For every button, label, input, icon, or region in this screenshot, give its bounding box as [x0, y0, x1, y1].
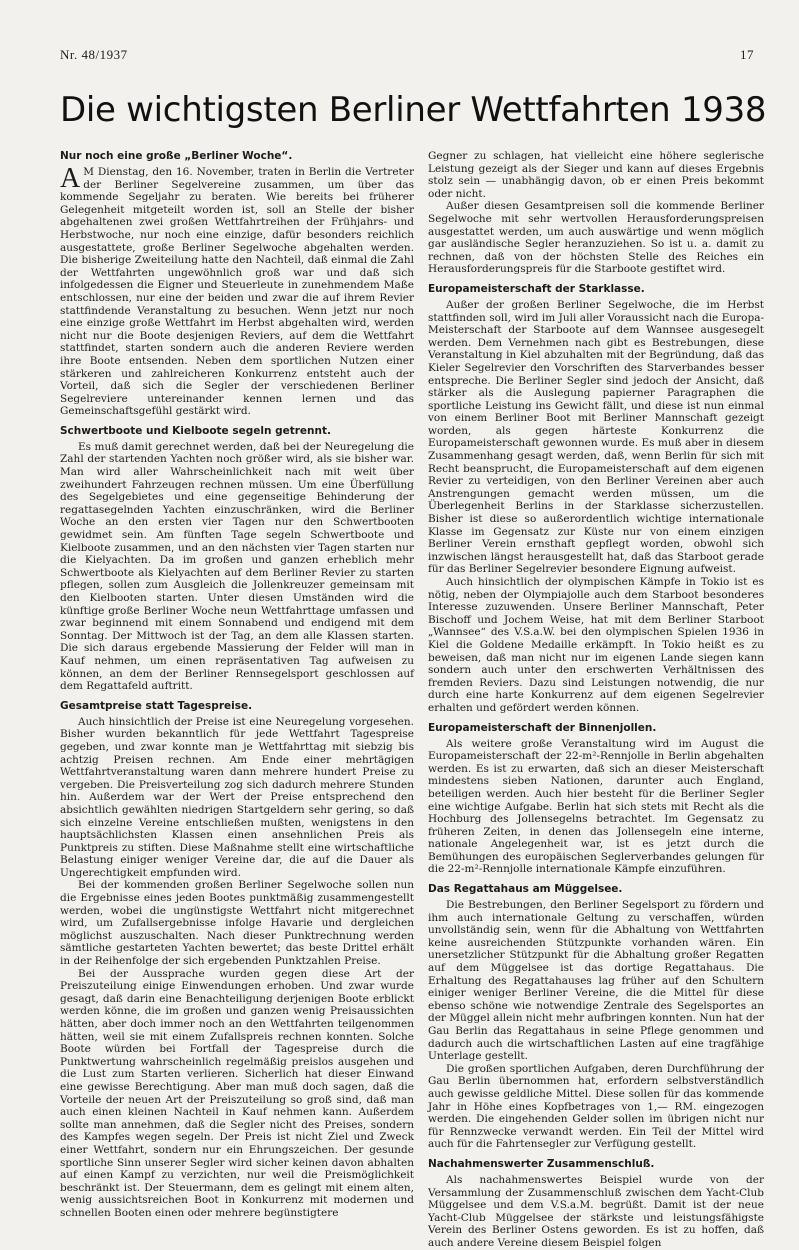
paragraph: Außer der großen Berliner Segelwoche, die im Herbst stattfinden soll, wird im Juli aller Voraussicht nach die Europa-Meisterschaft der Starboote auf dem Wannsee ausgesegelt werden. Dem Vernehmen nach gibt es Bestrebungen, diese Veranstaltung in Kiel abzuhalten mit der Begründung, daß das Kieler Segelrevier den Vorschriften des Starverbandes besser entspreche. Die Berliner Segler sind jedoch der Ansicht, daß stärker als die Auslegung papierner Paragraphen die sportliche Leistung ins Gewicht fällt, und diese ist nun einmal von einem Berliner Boot mit Berliner Mannschaft gezeigt worden, als gegen härteste Konkurrenz die Europameisterschaft gewonnen wurde. Es muß aber in diesem Zusammenhang gesagt werden, daß, wenn Berlin für sich mit Recht beansprucht, die Europameisterschaft auf dem eigenen Revier zu verteidigen, von den Berliner Vereinen aber auch Anstrengungen gemacht werden müssen, um die Überlegenheit Berlins in der Starklasse sicherzustellen. Bisher ist diese so außerordentlich wichtige internationale Klasse im Gegensatz zur Küste nur von einem einzigen Berliner Verein ernsthaft gepflegt worden, obwohl sich inzwischen längst herausgestellt hat, daß das Starboot gerade für das Berliner Segelrevier besondere Eignung aufweist.: [428, 298, 764, 576]
drop-cap: A: [60, 163, 81, 194]
paragraph: Außer diesen Gesamtpreisen soll die kommende Berliner Segelwoche mit sehr wertvollen Herausforderungspreisen ausgestattet werden, um auch auswärtige und wenn möglich gar ausländische Segler heranzuziehen. So ist u. a. damit zu rechnen, daß von der höchsten Stelle des Reiches ein Herausforderungspreis für die Starboote gestiftet wird.: [428, 200, 764, 276]
paragraph: Es muß damit gerechnet werden, daß bei der Neuregelung die Zahl der startenden Yachten noch größer wird, als sie bisher war. Man wird aller Wahrscheinlichkeit nach mit weit über zweihundert Fahrzeugen rechnen müssen. Um eine Überfüllung des Segelgebietes und eine gegenseitige Behinderung der regattasegelnden Yachten einzuschränken, wird die Berliner Woche an den ersten vier Tagen nur den Schwertbooten gewidmet sein. Am fünften Tage segeln Schwertboote und Kielboote zusammen, und an den nächsten vier Tagen starten nur die Kielyachten. Da im großen und ganzen erheblich mehr Schwertboote als Kielyachten auf dem Berliner Revier zu starten pflegen, sollen zum Ausgleich die Jollenkreuzer gemeinsam mit den Kielbooten starten. Unter diesen Umständen wird die künftige große Berliner Woche neun Wettfahrttage umfassen und zwar beginnend mit einem Sonnabend und endigend mit dem Sonntag. Der Mittwoch ist der Tag, an dem alle Klassen starten. Die sich daraus ergebende Massierung der Felder will man in Kauf nehmen, um einen repräsentativen Tag aufweisen zu können, an dem der Berliner Rennsegelsport geschlossen auf dem Regattafeld auftritt.: [60, 440, 414, 693]
section-heading-starklasse: Europameisterschaft der Starklasse.: [428, 282, 645, 295]
paragraph: Auch hinsichtlich der Preise ist eine Neuregelung vorgesehen. Bisher wurden bekanntlich für jede Wettfahrt Tagespreise gegeben, und zwar konnte man je Wettfahrttag mit siebzig bis achtzig Preisen rechnen. Am Ende einer mehrtägigen Wettfahrtveranstaltung waren dann mehrere hundert Preise zu vergeben. Die Preisverteilung zog sich dadurch mehrere Stunden hin. Außerdem war der Wert der Preise entsprechend den absichtlich gewählten niedrigen Startgeldern sehr gering, so daß sich einzelne Vereine entschließen mußten, wenigstens in den hauptsächlichsten Klassen einen ansehnlichen Preis als Punktpreis zu stiften. Diese Maßnahme stellt eine wirtschaftliche Belastung einiger weniger Vereine dar, die auf die Dauer als Ungerechtigkeit empfunden wird.: [60, 715, 414, 879]
paragraph: [60, 163, 414, 418]
section-heading-schwertboote: Schwertboote und Kielboote segeln getrennt.: [60, 424, 331, 437]
paragraph: Gegner zu schlagen, hat vielleicht eine höhere seglerische Leistung gezeigt als der Sieger und kann auf dieses Ergebnis stolz sein — unabhängig davon, ob er einen Preis bekommt oder nicht.: [428, 150, 764, 200]
issue-label: Nr. 48/1937: [60, 47, 128, 62]
section-heading-berliner-woche: Nur noch eine große „Berliner Woche“.: [60, 150, 293, 162]
paragraph: Bei der kommenden großen Berliner Segelwoche sollen nun die Ergebnisse eines jeden Bootes punktmäßig zusammengestellt werden, wobei die ungünstigste Wettfahrt nicht mitgerechnet wird, um Zufallsergebnisse infolge Havarie und dergleichen möglichst auszuschalten. Nach dieser Punktrechnung werden sämtliche gestarteten Yachten bewertet; das beste Drittel erhält in der Reihenfolge der sich ergebenden Punktzahlen Preise.: [60, 879, 414, 968]
section-heading-zusammenschluss: Nachahmenswerter Zusammenschluß.: [428, 1157, 655, 1170]
paragraph: Auch hinsichtlich der olympischen Kämpfe in Tokio ist es nötig, neben der Olympiajolle auch dem Starboot besonderes Interesse zuzuwenden. Unsere Berliner Mannschaft, Peter Bischoff und Jochem Weise, hat mit dem Berliner Starboot „Wannsee“ des V.S.a.W. bei den olympischen Spielen 1936 in Kiel die Goldene Medaille erkämpft. In Tokio heißt es zu beweisen, daß man nicht nur im eigenen Lande siegen kann sondern auch unter den erschwerten Verhältnissen des fremden Reviers. Dazu sind Leistungen notwendig, die nur durch eine harte Konkurrenz auf dem eigenen Segelrevier erhalten und gefördert werden können.: [428, 576, 764, 714]
paragraph: Die Bestrebungen, den Berliner Segelsport zu fördern und ihm auch internationale Geltung zu verschaffen, würden unvollständig sein, wenn für die Abhaltung von Wettfahrten keine ausreichenden Stützpunkte vorhanden wären. Ein unersetzlicher Stützpunkt für die Abhaltung großer Regatten auf dem Müggelsee ist das dortige Regattahaus. Die Erhaltung des Regattahauses lag früher auf den Schultern einiger weniger Berliner Vereine, die die Mittel für diese ebenso schöne wie notwendige Zentrale des Segelsportes an der Müggel allein nicht mehr aufbringen konnten. Nun hat der Gau Berlin das Regattahaus in seine Pflege genommen und dadurch auch die wirtschaftlichen Lasten auf eine tragfähige Unterlage gestellt.: [428, 899, 764, 1063]
paragraph: Bei der Aussprache wurden gegen diese Art der Preiszuteilung einige Einwendungen erhoben. Und zwar wurde gesagt, daß darin eine Benachteiligung derjenigen Boote erblickt werden könne, die im großen und ganzen wenig Preisaussichten hätten, aber doch immer noch an den Wettfahrten teilgenommen hätten, weil sie mit einem Zufallspreis rechnen konnten. Solche Boote würden bei Fortfall der Tagespreise durch die Punktwertung wahrscheinlich regelmäßig preislos ausgehen und die Lust zum Starten verlieren. Sicherlich hat dieser Einwand eine gewisse Berechtigung. Aber man muß doch sagen, daß die Vorteile der neuen Art der Preiszuteilung so groß sind, daß man auch einen kleinen Nachteil in Kauf nehmen kann. Außerdem sollte man annehmen, daß die Segler nicht des Preises, sondern des Kampfes wegen segeln. Der Preis ist nicht Ziel und Zweck einer Wettfahrt, sondern nur ein Ehrungszeichen. Der gesunde sportliche Sinn unserer Segler wird sicher keinen davon abhalten auf einen Kampf zu verzichten, nur weil die Preismöglichkeit beschränkt ist. Der Steuermann, dem es gelingt mit einem alten, wenig aussichtsreichen Boot in Konkurrenz mit modernen und schnellen Booten einen oder mehrere begünstigtere: [60, 967, 414, 1219]
paragraph: Als nachahmenswertes Beispiel wurde von der Versammlung der Zusammenschluß zwischen dem Yacht-Club Müggelsee und dem V.S.a.M. begrüßt. Damit ist der neue Yacht-Club Müggelsee der stärkste und leistungsfähigste Verein des Berliner Ostens geworden. Es ist zu hoffen, daß auch andere Vereine diesem Beispiel folgen: [428, 1173, 764, 1249]
article-headline: Die wichtigsten Berliner Wettfahrten 1938: [60, 90, 767, 130]
paragraph: Die großen sportlichen Aufgaben, deren Durchführung der Gau Berlin übernommen hat, erfordern selbstverständlich auch gewisse geldliche Mittel. Diese sollen für das kommende Jahr in Höhe eines Kopfbetrages von 1,— RM. eingezogen werden. Die eingehenden Gelder sollen im übrigen nicht nur für Rennzwecke verwandt werden. Ein Teil der Mittel wird auch für die Fahrtensegler zur Verfügung gestellt.: [428, 1062, 764, 1151]
right-column: [428, 150, 764, 1249]
paragraph: Als weitere große Veranstaltung wird im August die Europameisterschaft der 22-m²-Rennjolle in Berlin abgehalten werden. Es ist zu erwarten, daß sich an dieser Meisterschaft mindestens sieben Nationen, darunter auch England, beteiligen werden. Auch hier besteht für die Berliner Segler eine wichtige Aufgabe. Berlin hat sich stets mit Recht als die Hochburg des Jollensegelns betrachtet. Im Gegensatz zu früheren Zeiten, in denen das Jollensegeln eine interne, nationale Angelegenheit war, ist es jetzt durch die Bemühungen des europäischen Seglerverbandes gelungen für die 22-m²-Rennjolle internationale Kämpfe einzuführen.: [428, 737, 764, 876]
section-heading-regattahaus: Das Regattahaus am Müggelsee.: [428, 883, 623, 896]
paragraph-text: M Dienstag, den 16. November, traten in Berlin die Vertreter der Berliner Segelvereine zusammen, um über das kommende Segeljahr zu beraten. Wie bereits bei früherer Gelegenheit mitgeteilt worden ist, soll an Stelle der bisher abgehaltenen zwei großen Wettfahrtreihen der Frühjahrs- und Herbstwoche, nur noch eine einzige, dafür besonders reichlich ausgestattete, große Berliner Segelwoche abgehalten werden. Die bisherige Zweiteilung hatte den Nachteil, daß einmal die Zahl der Wettfahrten ungewöhnlich groß war und daß sich infolgedessen die Eigner und Steuerleute in zunehmendem Maße entschlossen, nur eine der beiden und zwar die auf ihrem Revier stattfindende Veranstaltung zu besuchen. Wenn jetzt nur noch eine einzige große Wettfahrt im Herbst abgehalten wird, werden nicht nur die Boote desjenigen Reviers, auf dem die Wettfahrt stattfindet, starten sondern auch die anderen Reviere werden ihre Boote entsenden. Neben dem sportlichen Nutzen einer stärkeren und zahlreicheren Konkurrenz entsteht auch der Vorteil, daß sich die Segler der verschiedenen Berliner Segelreviere untereinander kennen lernen und das Gemeinschaftsgefühl gestärkt wird.: [60, 166, 414, 418]
section-heading-gesamtpreise: Gesamtpreise statt Tagespreise.: [60, 699, 253, 712]
page-number: 17: [740, 47, 754, 62]
left-column: [60, 150, 414, 1219]
section-heading-binnenjollen: Europameisterschaft der Binnenjollen.: [428, 721, 657, 734]
